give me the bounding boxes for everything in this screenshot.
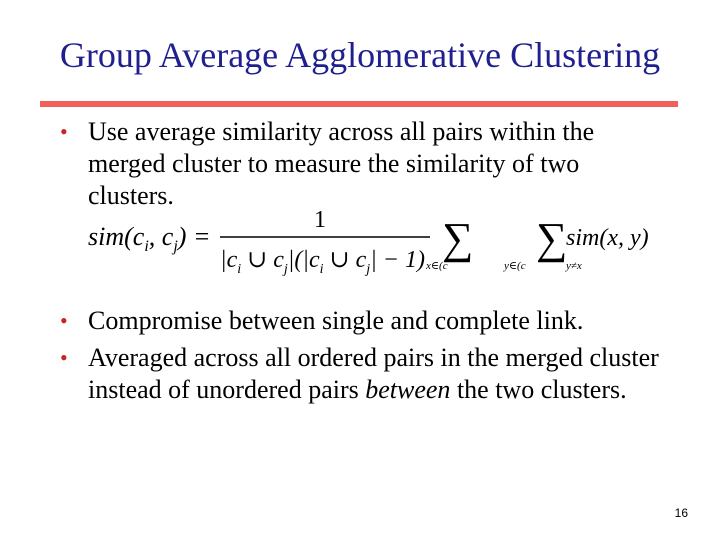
- bullet-2: [60, 305, 660, 337]
- bullet-2-text: Compromise between single and complete link.: [88, 306, 584, 335]
- svg-text:∑: ∑: [536, 214, 568, 263]
- bullet-1-text: Use average similarity across all pairs within the merged cluster to measure the similarity of two clusters.: [88, 117, 595, 210]
- slide-title: Group Average Agglomerative Clustering: [59, 35, 661, 75]
- svg-text:sim(ci, cj) =: $sim(c_i$, $c_j$) =: [88, 222, 211, 255]
- page-number: 16: [674, 506, 688, 520]
- svg-text:∑: ∑: [442, 214, 474, 263]
- title-underline-bar: [40, 101, 678, 107]
- svg-text:y∈(c: y∈(c: [504, 260, 526, 272]
- svg-text:x∈(c: x∈(c: [426, 260, 448, 272]
- svg-text:sim(x, y): sim(x, y): [566, 225, 649, 251]
- bullet-dot: •: [60, 119, 68, 144]
- similarity-formula: [88, 205, 668, 285]
- svg-text:|ci ∪ cj|(|ci ∪ cj| − 1): $|c_i$ ∪ $c_j|(|c_i$ ∪ $c_j| - 1$): [220, 247, 425, 277]
- bullet-3-text: Averaged across all ordered pairs in the merged cluster instead of unordered pairs between the two clusters.: [88, 343, 659, 404]
- svg-text:1: 1: [314, 207, 326, 233]
- title-underline: [40, 101, 678, 107]
- bullet-dot: •: [60, 308, 68, 333]
- bullet-dot: •: [60, 345, 68, 370]
- bullet-1: [60, 116, 660, 212]
- svg-text:y≠x: y≠x: [566, 260, 582, 272]
- bullet-3: [60, 342, 660, 406]
- emphasis-between: between: [365, 375, 451, 404]
